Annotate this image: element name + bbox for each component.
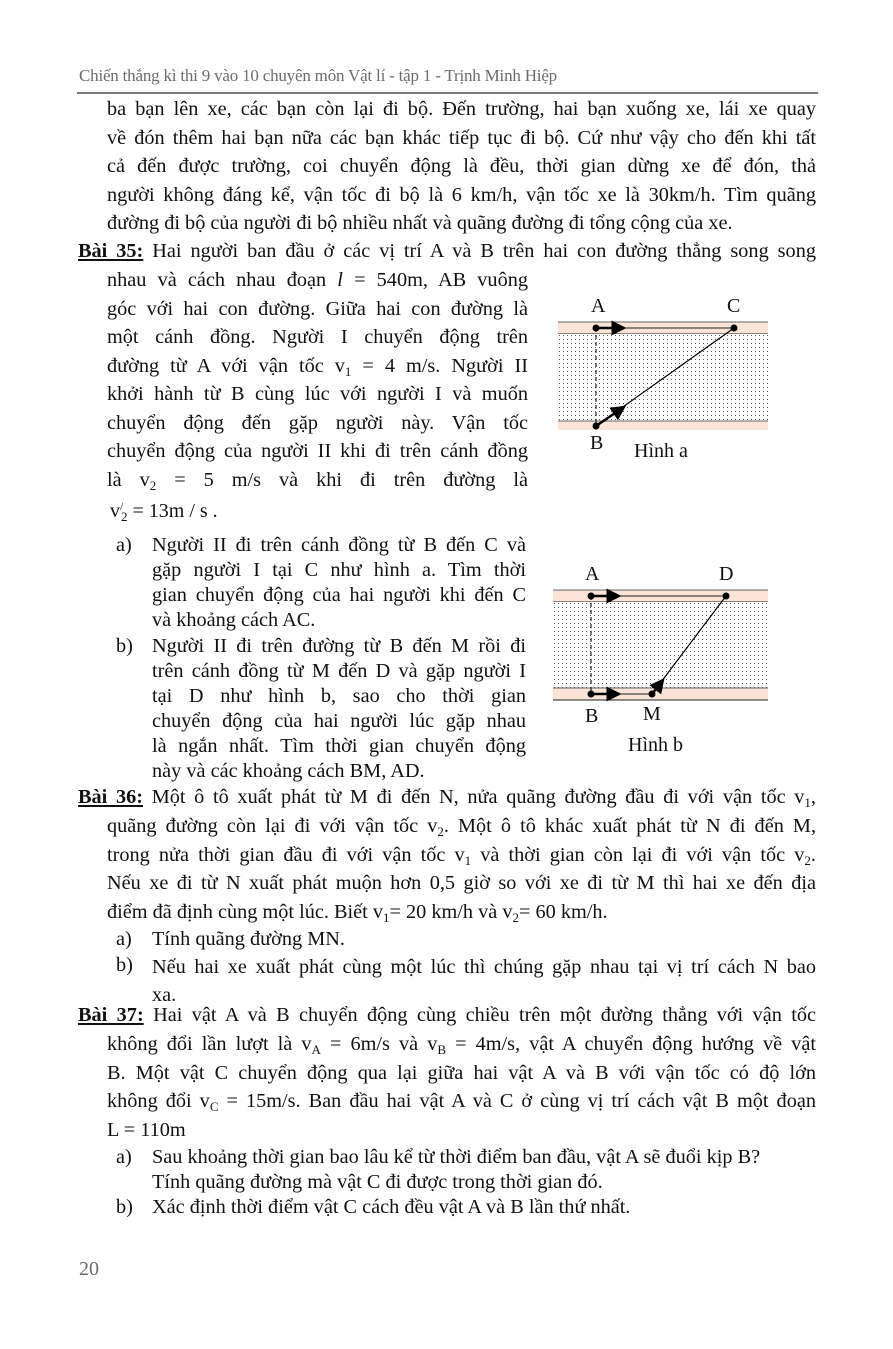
point-m-label: M (643, 703, 661, 725)
length-variable: l (337, 269, 343, 291)
problem-36-body: quãng đường còn lại đi với vận tốc $v_2$. Một ô tô khác xuất phát từ N đi đến M, trong nửa thời gian đầu đi với vận tốc $v_1$ và thời gian còn lại đi với vận tốc $v_2$. Nếu xe đi từ N xuất phát muộn hơn 0,5 giờ so với xe đi từ M thì hai xe đến địa điểm đã định cùng một lúc. Biết $v_1= 20$ km/h và $v_2= 60$ km/h. (107, 815, 817, 925)
point-d-label: D (719, 563, 734, 585)
velocity-formula: v / $_2$ = 13m / s . (110, 499, 218, 524)
text-line: chuyển động đến gặp người này. Vận tốc (107, 411, 528, 434)
figure-b-caption: Hình b (628, 734, 683, 756)
text-line: B. Một vật C chuyển động qua lại giữa hai vật A và B với vận tốc có độ lớn (107, 1061, 816, 1084)
point-a-label: A (585, 563, 600, 585)
text-line: chuyển động của người II khi đi trên cánh đồng (107, 440, 528, 462)
text-line: về đón thêm hai bạn nữa các bạn khác tiếp tục đi bộ. Cứ như vậy cho đến khi tất (107, 126, 816, 149)
continuation-paragraph (107, 95, 816, 238)
problem-35-heading-line (78, 237, 816, 266)
figure-b (553, 562, 768, 762)
problem-36-heading-line: Bài 36: Một ô tô xuất phát từ M đi đến N, nửa quãng đường đầu đi với vận tốc $v_1$, (78, 786, 816, 810)
problem-36-label: Bài 36: (78, 786, 144, 808)
text-line: ba bạn lên xe, các bạn còn lại đi bộ. Đến trường, hai bạn xuống xe, lái xe quay (107, 98, 816, 120)
text-line: cả đến được trường, coi chuyển động là đều, thời gian dừng xe để đón, thả (107, 155, 816, 177)
text-line: một cánh đồng. Người I chuyển động trên (107, 326, 528, 348)
running-header: Chiến thắng kì thi 9 vào 10 chuyên môn Vật lí - tập 1 - Trịnh Minh Hiệp (79, 66, 557, 85)
point-b-label: B (590, 432, 604, 454)
problem-37-body: không đổi lần lượt là $v_A = 6m/s$ và $v_B = 4m/s$, vật A chuyển động hướng về vật B. Một vật C chuyển động qua lại giữa hai vật A và B với vận tốc có độ lớn không đổi $v_C = 15m/s$. Ban đầu hai vật A và C ở cùng vị trí cách vật B một đoạn L = 110m (107, 1030, 816, 1144)
text-line: đường đi bộ của người đi bộ nhiều nhất và quãng đường đi tổng cộng của xe. (107, 212, 733, 234)
problem-37-heading-line: Bài 37: Hai vật A và B chuyển động cùng chiều trên một đường thẳng với vận tốc (78, 1004, 816, 1026)
text-line: khởi hành từ B cùng lúc với người I và muốn (107, 383, 528, 405)
text-line: góc với hai con đường. Giữa hai con đường là (107, 297, 528, 320)
problem-37-label: Bài 37: (78, 1004, 144, 1026)
text-line: người không đáng kể, vận tốc đi bộ là 6 km/h, vận tốc xe là 30km/h. Tìm quãng (107, 183, 816, 206)
page-number: 20 (79, 1258, 99, 1280)
figure-a-caption: Hình a (634, 440, 688, 462)
text-line: Nếu xe đi từ N xuất phát muộn hơn 0,5 giờ so với xe đi từ M thì hai xe đến địa (107, 872, 816, 894)
point-a-label: A (591, 295, 606, 317)
problem-35-label: Bài 35: (78, 240, 144, 262)
header-rule (77, 92, 818, 94)
text-line: L = 110m (107, 1118, 186, 1141)
point-c-label: C (727, 295, 741, 317)
figure-a (558, 290, 768, 470)
point-b-label: B (585, 705, 599, 727)
text-line: Hai người ban đầu ở các vị trí A và B trên hai con đường thẳng song song (143, 240, 816, 262)
problem-35-body: nhau và cách nhau đoạn l = 540m, AB vuông góc với hai con đường. Giữa hai con đường là một cánh đồng. Người I chuyển động trên đường từ A với vận tốc $v_1 = 4$ m/s. Người II khởi hành từ B cùng lúc với người I và muốn chuyển động đến gặp người này. Vận tốc chuyển động của người II khi đi trên cánh đồng là $v_2 = 5$ m/s và khi đi trên đường là (107, 269, 528, 493)
